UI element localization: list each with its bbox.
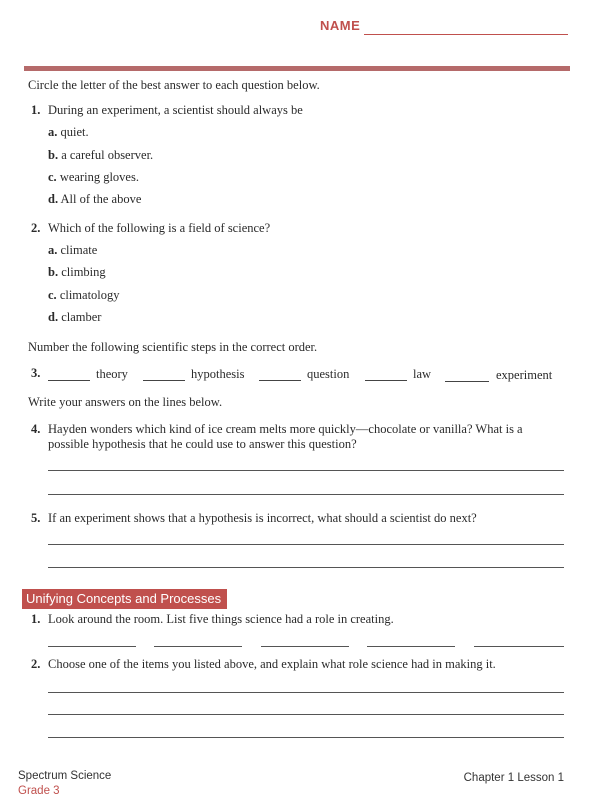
q5-number: 5. xyxy=(31,511,41,525)
uc-q2-answer-line-2[interactable] xyxy=(48,714,564,715)
option-text: climbing xyxy=(61,265,106,279)
uc-q1-answer-3[interactable] xyxy=(261,646,349,647)
q1-text: During an experiment, a scientist should always be xyxy=(48,103,303,117)
step-blank-law[interactable] xyxy=(365,380,407,381)
step-theory: theory xyxy=(96,367,128,381)
uc-q2-text: Choose one of the items you listed above, and explain what role science had in making it. xyxy=(48,657,496,671)
footer-book-title: Spectrum Science xyxy=(18,770,112,782)
option-text: wearing gloves. xyxy=(59,170,139,184)
step-question: question xyxy=(307,367,350,381)
option-text: a careful observer. xyxy=(61,148,154,162)
uc-q1-number: 1. xyxy=(31,612,41,626)
section2-instruction: Number the following scientific steps in the correct order. xyxy=(28,340,318,354)
q2-option-c[interactable] xyxy=(48,288,120,303)
q1-option-a[interactable] xyxy=(48,125,89,140)
uc-q1-answer-1[interactable] xyxy=(48,646,136,647)
q2-number: 2. xyxy=(31,221,41,235)
q2-option-d[interactable] xyxy=(48,310,101,325)
q1-option-d[interactable] xyxy=(48,192,141,207)
q1-option-c[interactable] xyxy=(48,170,139,185)
q1-option-b[interactable] xyxy=(48,148,153,163)
option-text: clamber xyxy=(61,310,102,324)
q4-text-line1: Hayden wonders which kind of ice cream melts more quickly—chocolate or vanilla? What is a xyxy=(48,422,523,436)
option-letter: a. xyxy=(48,243,58,257)
unifying-concepts-banner: Unifying Concepts and Processes xyxy=(22,589,227,609)
uc-q2-number: 2. xyxy=(31,657,41,671)
q4-answer-line-2[interactable] xyxy=(48,494,564,495)
q2-option-a[interactable] xyxy=(48,243,97,258)
option-letter: d. xyxy=(48,310,59,324)
option-letter: b. xyxy=(48,148,59,162)
header-divider xyxy=(24,66,570,71)
q5-answer-line-1[interactable] xyxy=(48,544,564,545)
name-label: NAME xyxy=(320,18,361,33)
section3-instruction: Write your answers on the lines below. xyxy=(28,395,223,409)
option-text: quiet. xyxy=(60,125,89,139)
option-letter: b. xyxy=(48,265,59,279)
step-blank-experiment[interactable] xyxy=(445,381,489,382)
q1-number: 1. xyxy=(31,103,41,117)
uc-q1-text: Look around the room. List five things science had a role in creating. xyxy=(48,612,394,626)
option-letter: c. xyxy=(48,170,57,184)
option-text: climate xyxy=(60,243,98,257)
step-hypothesis: hypothesis xyxy=(191,367,245,381)
q4-text-line2: possible hypothesis that he could use to answer this question? xyxy=(48,437,357,451)
q4-number: 4. xyxy=(31,422,41,436)
step-law: law xyxy=(413,367,432,381)
uc-q2-answer-line-3[interactable] xyxy=(48,737,564,738)
uc-q1-answer-4[interactable] xyxy=(367,646,455,647)
step-blank-theory[interactable] xyxy=(48,380,90,381)
uc-q1-answer-2[interactable] xyxy=(154,646,242,647)
q2-option-b[interactable] xyxy=(48,265,106,280)
footer-chapter-lesson: Chapter 1 Lesson 1 xyxy=(463,772,564,784)
q3-number: 3. xyxy=(31,366,41,380)
step-blank-hypothesis[interactable] xyxy=(143,380,185,381)
uc-q2-answer-line-1[interactable] xyxy=(48,692,564,693)
option-letter: a. xyxy=(48,125,58,139)
option-letter: c. xyxy=(48,288,57,302)
step-blank-question[interactable] xyxy=(259,380,301,381)
option-text: All of the above xyxy=(60,192,142,206)
q2-text: Which of the following is a field of science? xyxy=(48,221,271,235)
name-field-line[interactable] xyxy=(364,34,568,35)
step-experiment: experiment xyxy=(496,368,553,382)
q5-text: If an experiment shows that a hypothesis is incorrect, what should a scientist do next? xyxy=(48,511,477,525)
uc-q1-answer-5[interactable] xyxy=(474,646,564,647)
section1-instruction: Circle the letter of the best answer to each question below. xyxy=(28,78,320,92)
option-letter: d. xyxy=(48,192,59,206)
option-text: climatology xyxy=(59,288,120,302)
q5-answer-line-2[interactable] xyxy=(48,567,564,568)
q4-answer-line-1[interactable] xyxy=(48,470,564,471)
footer-grade: Grade 3 xyxy=(18,785,60,797)
